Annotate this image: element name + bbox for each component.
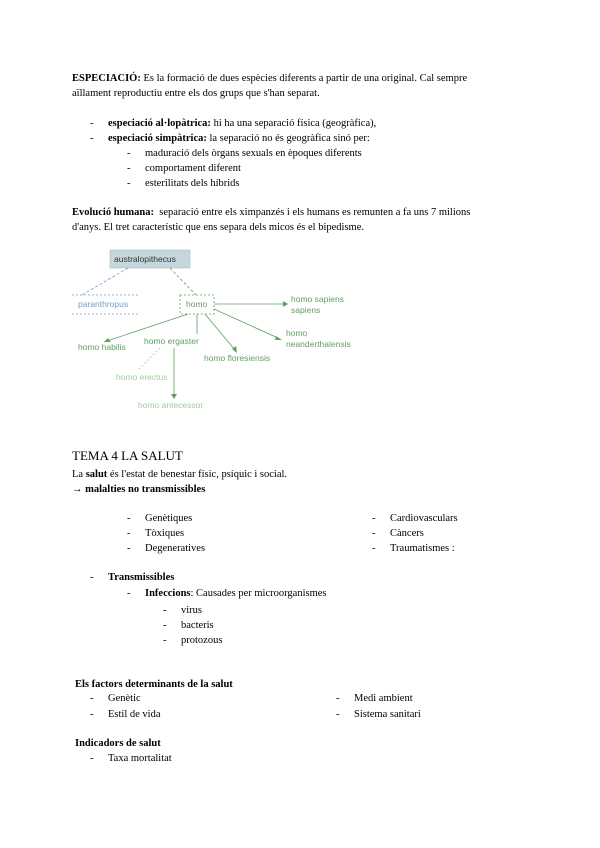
connector-dashed bbox=[170, 268, 196, 295]
bullet-dash: - bbox=[163, 635, 167, 646]
bullet-dash: - bbox=[90, 133, 94, 144]
factor-item: Estil de vida bbox=[108, 709, 161, 720]
especiacio-subitem: esterilitats dels híbrids bbox=[145, 178, 240, 189]
infeccions-item: Infeccions: Causades per microorganismes bbox=[145, 588, 327, 599]
especiacio-subitem: comportament diferent bbox=[145, 163, 241, 174]
bullet-dash: - bbox=[127, 513, 131, 524]
factor-item: Sistema sanitari bbox=[354, 709, 421, 720]
node-homo-habilis: homo habilis bbox=[78, 342, 126, 352]
arrowhead bbox=[283, 301, 288, 307]
bullet-dash: - bbox=[163, 605, 167, 616]
bullet-dash: - bbox=[90, 693, 94, 704]
node-australopithecus: australopithecus bbox=[114, 254, 176, 264]
agent-item: bacteris bbox=[181, 620, 214, 631]
no-trans-left-item: Tòxiques bbox=[145, 528, 185, 539]
bullet-dash: - bbox=[90, 709, 94, 720]
node-homo-sapiens-2: sapiens bbox=[291, 305, 321, 315]
bullet-dash: - bbox=[372, 528, 376, 539]
bullet-dash: - bbox=[90, 753, 94, 764]
factor-item: Genètic bbox=[108, 693, 141, 704]
no-transmissibles-heading: → malalties no transmissibles bbox=[72, 484, 206, 495]
no-trans-left-item: Genètiques bbox=[145, 513, 193, 524]
bullet-dash: - bbox=[163, 620, 167, 631]
bullet-dash: - bbox=[127, 588, 131, 599]
no-trans-right-item: Traumatismes : bbox=[390, 543, 455, 554]
evolucio-term: Evolució humana: bbox=[72, 207, 154, 218]
bullet-dash: - bbox=[336, 709, 340, 720]
indicador-item: Taxa mortalitat bbox=[108, 753, 172, 764]
especiacio-subitem: maduració dels òrgans sexuals en èpoques diferents bbox=[145, 148, 362, 159]
especiacio-item-simpatrica: especiació simpàtrica: la separació no és geogràfica sinó per: bbox=[108, 133, 370, 144]
factors-heading: Els factors determinants de la salut bbox=[75, 679, 233, 690]
bullet-dash: - bbox=[372, 513, 376, 524]
bullet-dash: - bbox=[127, 543, 131, 554]
arrowhead bbox=[275, 336, 282, 340]
especiacio-line-1: ESPECIACIÓ: Es la formació de dues espècies diferents a partir de una original. Cal sempre bbox=[72, 73, 468, 84]
evolucio-line-1: Evolució humana: separació entre els ximpanzés i els humans es remunten a fa uns 7 milions bbox=[72, 207, 471, 218]
bullet-dash: - bbox=[127, 163, 131, 174]
salut-definition: La salut és l'estat de benestar físic, psíquic i social. bbox=[72, 469, 288, 480]
node-homo-floresiensis: homo floresiensis bbox=[204, 353, 271, 363]
transmissibles-heading: Transmissibles bbox=[108, 572, 175, 583]
node-neanderthalensis-2: neanderthalensis bbox=[286, 339, 351, 349]
indicadors-heading: Indicadors de salut bbox=[75, 738, 161, 749]
tema-title: TEMA 4 LA SALUT bbox=[72, 448, 183, 463]
no-trans-left-item: Degeneratives bbox=[145, 543, 206, 554]
especiacio-line-2: aïllament reproductiu entre els dos grups que s'han separat. bbox=[72, 88, 320, 99]
node-neanderthalensis: homo bbox=[286, 328, 308, 338]
bullet-dash: - bbox=[90, 572, 94, 583]
node-homo-antecessor: homo antecessor bbox=[138, 400, 204, 410]
bullet-dash: - bbox=[372, 543, 376, 554]
no-trans-right-item: Càncers bbox=[390, 528, 424, 539]
bullet-dash: - bbox=[127, 148, 131, 159]
arrowhead bbox=[171, 394, 177, 399]
factor-item: Medi ambient bbox=[354, 693, 413, 704]
agent-item: protozous bbox=[181, 635, 223, 646]
agent-item: virus bbox=[181, 605, 202, 616]
arrow-right-icon: → bbox=[72, 484, 83, 495]
node-homo-sapiens: homo sapiens bbox=[291, 294, 344, 304]
especiacio-term: ESPECIACIÓ: bbox=[72, 73, 141, 84]
node-homo: homo bbox=[186, 299, 208, 309]
bullet-dash: - bbox=[127, 178, 131, 189]
node-paranthropus: paranthropus bbox=[78, 299, 129, 309]
bullet-dash: - bbox=[336, 693, 340, 704]
bullet-dash: - bbox=[127, 528, 131, 539]
bullet-dash: - bbox=[90, 118, 94, 129]
node-homo-erectus: homo erectus bbox=[116, 372, 168, 382]
especiacio-item-allopatrica: especiació al·lopàtrica: hi ha una separació física (geogràfica), bbox=[108, 118, 377, 129]
node-homo-ergaster: homo ergaster bbox=[144, 336, 199, 346]
connector-dashed bbox=[82, 268, 128, 295]
connector-neanderthalensis bbox=[214, 309, 278, 338]
evolucio-line-2: d'anys. El tret característic que ens separa dels micos és el bipedisme. bbox=[72, 222, 364, 233]
no-trans-right-item: Cardiovasculars bbox=[390, 513, 458, 524]
connector-erectus bbox=[138, 348, 160, 370]
connector-floresiensis bbox=[205, 314, 235, 350]
